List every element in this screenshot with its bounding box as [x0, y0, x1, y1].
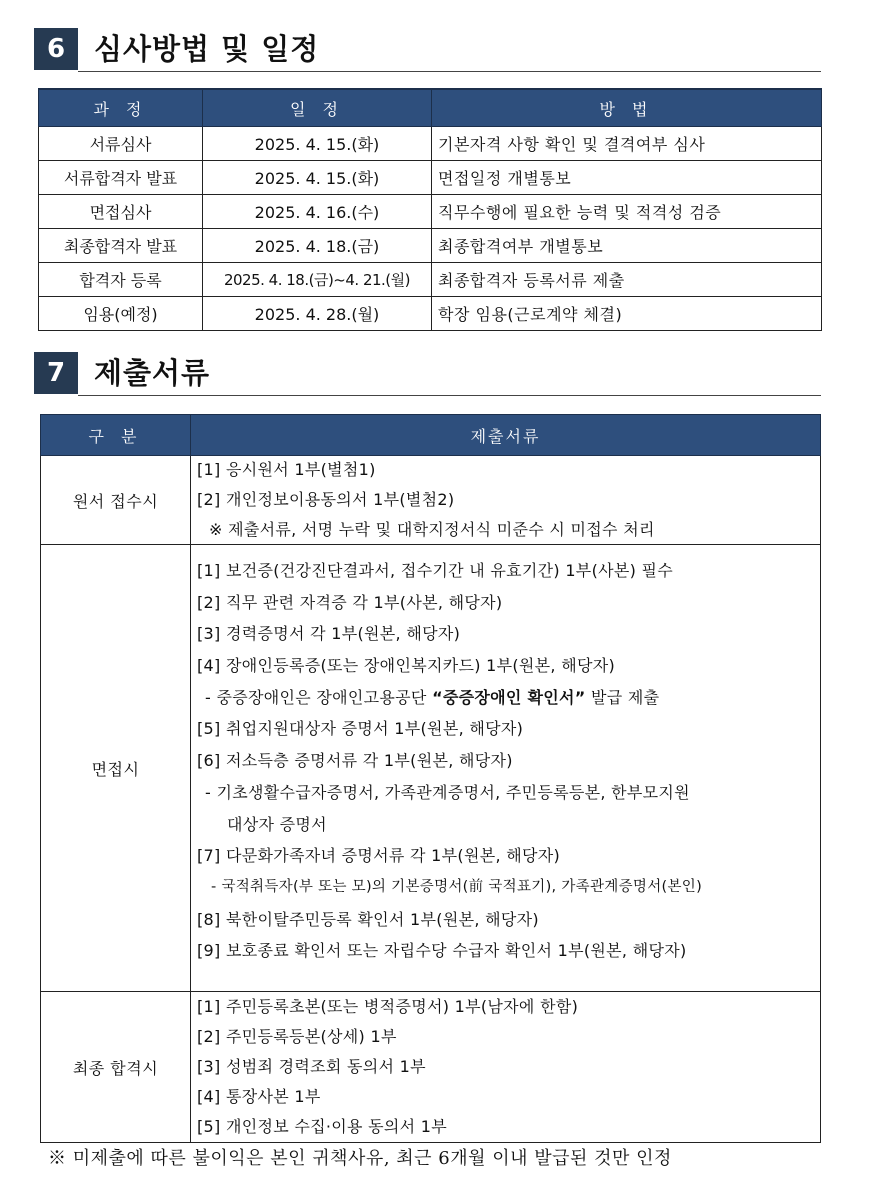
table-row	[41, 992, 821, 1143]
list-item-sub-text: 발급 제출	[585, 687, 660, 707]
schedule-method: 최종합격여부 개별통보	[432, 229, 822, 263]
list-item: [1] 보건증(건강진단결과서, 접수기간 내 유효기간) 1부(사본) 필수	[197, 561, 674, 580]
table-row	[39, 297, 822, 331]
schedule-date: 2025. 4. 16.(수)	[203, 195, 432, 229]
schedule-step: 서류심사	[39, 127, 203, 161]
list-item: [5] 개인정보 수집·이용 동의서 1부	[197, 1117, 448, 1136]
list-item-emphasis: “중증장애인 확인서”	[432, 687, 586, 707]
schedule-header-method: 방 법	[432, 89, 822, 127]
footnote: ※ 미제출에 따른 불이익은 본인 귀책사유, 최근 6개월 이내 발급된 것만 인정	[48, 1148, 672, 1169]
table-row	[39, 229, 822, 263]
list-item-sub: - 기초생활수급자증명서, 가족관계증명서, 주민등록등본, 한부모지원	[205, 782, 690, 802]
schedule-method: 기본자격 사항 확인 및 결격여부 심사	[432, 127, 822, 161]
documents-list	[191, 456, 821, 545]
schedule-date: 2025. 4. 15.(화)	[203, 127, 432, 161]
schedule-method: 직무수행에 필요한 능력 및 적격성 검증	[432, 195, 822, 229]
table-row	[39, 195, 822, 229]
documents-header-documents: 제출서류	[191, 415, 821, 456]
documents-list	[191, 992, 821, 1143]
list-item-sub: 대상자 증명서	[227, 814, 327, 834]
documents-category: 면접시	[41, 545, 191, 992]
list-item-note: ※ 제출서류, 서명 누락 및 대학지정서식 미준수 시 미접수 처리	[209, 520, 655, 539]
schedule-header-row	[39, 89, 822, 127]
schedule-header-step: 과 정	[39, 89, 203, 127]
schedule-date: 2025. 4. 15.(화)	[203, 161, 432, 195]
schedule-date: 2025. 4. 18.(금)~4. 21.(월)	[203, 263, 432, 297]
list-item: [4] 장애인등록증(또는 장애인복지카드) 1부(원본, 해당자)	[197, 656, 616, 676]
table-row	[39, 161, 822, 195]
schedule-step: 최종합격자 발표	[39, 229, 203, 263]
documents-header-row	[41, 415, 821, 456]
section-7-heading	[34, 352, 821, 396]
list-item: [3] 성범죄 경력조회 동의서 1부	[197, 1057, 426, 1076]
schedule-step: 임용(예정)	[39, 297, 203, 331]
table-row	[39, 127, 822, 161]
section-7-rule	[78, 395, 821, 396]
documents-header-category: 구 분	[41, 415, 191, 456]
list-item: [5] 취업지원대상자 증명서 1부(원본, 해당자)	[197, 719, 524, 739]
list-item: [4] 통장사본 1부	[197, 1087, 321, 1106]
schedule-table	[38, 88, 822, 331]
list-item-sub	[197, 682, 820, 714]
section-6-title: 심사방법 및 일정	[94, 32, 320, 66]
documents-category: 원서 접수시	[41, 456, 191, 545]
list-item: [7] 다문화가족자녀 증명서류 각 1부(원본, 해당자)	[197, 846, 561, 866]
list-item-sub-text: - 중증장애인은 장애인고용공단	[205, 687, 433, 707]
table-row	[39, 263, 822, 297]
schedule-method: 최종합격자 등록서류 제출	[432, 263, 822, 297]
list-item: [6] 저소득층 증명서류 각 1부(원본, 해당자)	[197, 751, 513, 771]
documents-list	[191, 545, 821, 992]
list-item: [3] 경력증명서 각 1부(원본, 해당자)	[197, 624, 461, 644]
list-item: [8] 북한이탈주민등록 확인서 1부(원본, 해당자)	[197, 909, 539, 929]
list-item: [1] 주민등록초본(또는 병적증명서) 1부(남자에 한함)	[197, 997, 579, 1016]
documents-table	[40, 414, 821, 1143]
list-item: [9] 보호종료 확인서 또는 자립수당 수급자 확인서 1부(원본, 해당자)	[197, 941, 687, 961]
documents-category: 최종 합격시	[41, 992, 191, 1143]
section-7-number: 7	[34, 352, 78, 394]
schedule-step: 서류합격자 발표	[39, 161, 203, 195]
list-item: [1] 응시원서 1부(별첨1)	[197, 460, 376, 479]
list-item: [2] 직무 관련 자격증 각 1부(사본, 해당자)	[197, 592, 503, 612]
table-row	[41, 456, 821, 545]
table-row	[41, 545, 821, 992]
schedule-date: 2025. 4. 18.(금)	[203, 229, 432, 263]
schedule-header-date: 일 정	[203, 89, 432, 127]
section-7-title: 제출서류	[94, 356, 211, 390]
schedule-step: 합격자 등록	[39, 263, 203, 297]
schedule-method: 면접일정 개별통보	[432, 161, 822, 195]
list-item: [2] 개인정보이용동의서 1부(별첨2)	[197, 490, 455, 509]
section-6-rule	[78, 71, 821, 72]
list-item: [2] 주민등록등본(상세) 1부	[197, 1027, 397, 1046]
schedule-date: 2025. 4. 28.(월)	[203, 297, 432, 331]
section-6-number: 6	[34, 28, 78, 70]
schedule-method: 학장 임용(근로계약 체결)	[432, 297, 822, 331]
section-6-heading	[34, 28, 821, 72]
list-item-sub: - 국적취득자(부 또는 모)의 기본증명서(前 국적표기), 가족관계증명서(본인)	[211, 878, 703, 895]
schedule-step: 면접심사	[39, 195, 203, 229]
